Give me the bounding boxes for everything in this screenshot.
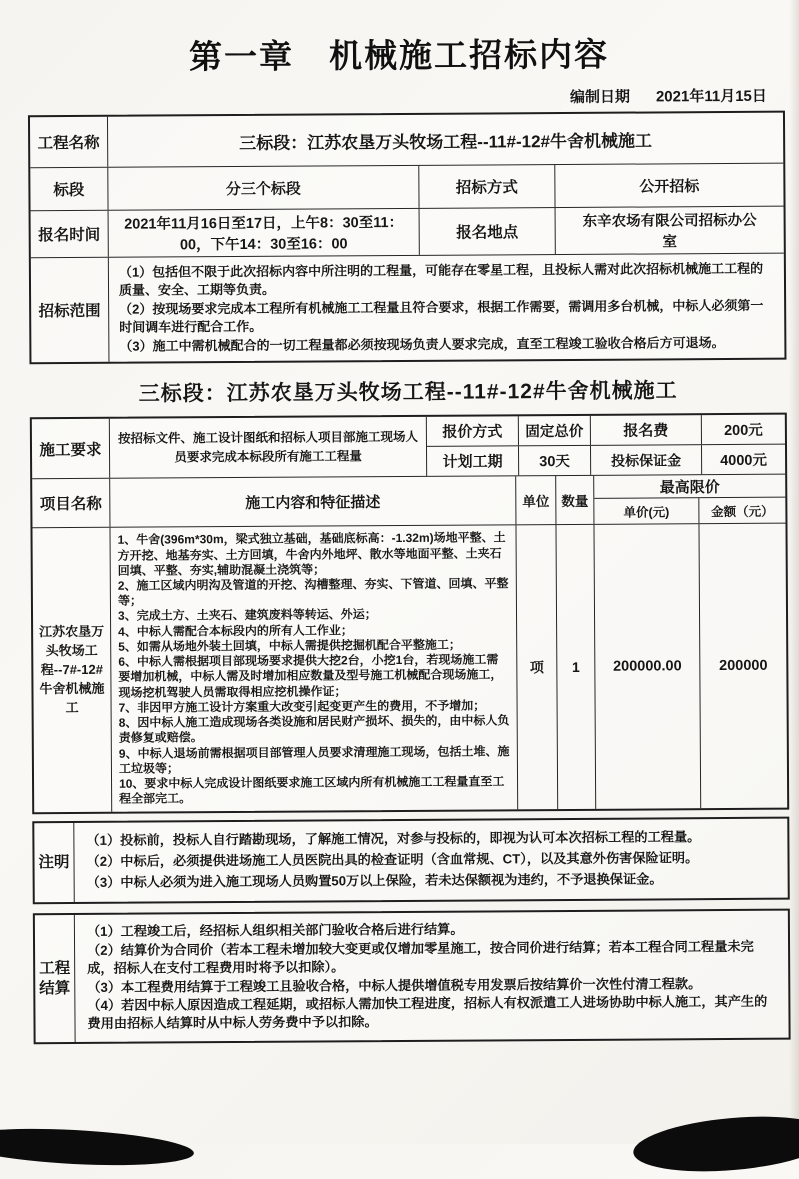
compile-date-label: 编制日期 xyxy=(569,88,630,106)
list-line: 3、完成土方、土夹石、建筑废料等转运、外运； xyxy=(117,607,377,624)
price-method-value: 固定总价 xyxy=(519,416,591,445)
item-row xyxy=(32,524,787,813)
notes-label: 注明 xyxy=(34,823,74,902)
table-row xyxy=(594,498,785,524)
signup-fee-value: 200元 xyxy=(723,423,763,440)
list-line: 7、非因甲方施工设计方案重大改变引起变更产生的费用，不予增加； xyxy=(118,698,486,715)
requirement-value: 按招标文件、施工设计图纸和招标人项目部施工现场人员要求完成本标段所有施工工程量 xyxy=(110,417,427,478)
list-line: 8、因中标人施工造成现场各类设施和居民财产损坏、损失的，由中标人负责修复或赔偿。 xyxy=(118,713,510,746)
col-content: 施工内容和特征描述 xyxy=(110,477,516,527)
signup-place-label: 报名地点 xyxy=(420,208,556,255)
list-line: （1）包括但不限于此次招标内容中所注明的工程量，可能存在零星工程，且投标人需对此次招标机械施工工程的质量、安全、工期等负责。 xyxy=(118,260,764,299)
list-line: 4、中标人需配合本标段内的所有人工作业； xyxy=(118,622,353,639)
list-line: 1、牛舍(396m*30m，梁式独立基础，基础底标高：-1.32m)场地平整、土方开挖、地基夯实、土方回填，牛舍内外地坪、散水等地面平整、土夹石回填、平整、夯实,辅助混凝土浇筑等； xyxy=(117,530,506,578)
list-line: （2）中标后，必须提供进场施工人员医院出具的检查证明（含血常规、CT），以及其意外伤害保险证明。 xyxy=(86,850,699,870)
page-title: 第一章 机械施工招标内容 xyxy=(188,35,610,76)
bid-method-label: 招标方式 xyxy=(419,165,555,208)
list-line: （3）中标人必须为进入施工现场人员购置50万以上保险，若未达保额视为违约，不予退换保证金。 xyxy=(86,871,663,891)
notes-block xyxy=(32,817,789,904)
settlement-body xyxy=(75,911,789,1042)
project-name-label: 工程名称 xyxy=(30,117,108,167)
quote-stack xyxy=(427,415,785,476)
item-unit-price: 200000.00 xyxy=(594,524,701,809)
item-name: 江苏农垦万头牧场工程--7#-12#牛舍机械施工 xyxy=(32,528,112,813)
table-row xyxy=(34,819,787,902)
scan-corner-bottom-right xyxy=(631,1109,799,1178)
requirement-label: 施工要求 xyxy=(32,419,110,478)
list-line: （2）结算价为合同价（若本工程未增加较大变更或仅增加零星施工，按合同价进行结算；若本工程合同工程量未完成，招标人在支付工程费用时将予以扣除）。 xyxy=(87,938,754,976)
plan-period-value: 30天 xyxy=(519,446,591,475)
settlement-label: 工程结算 xyxy=(35,915,76,1042)
item-unit: 项 xyxy=(516,525,558,809)
table-row xyxy=(30,113,783,169)
signup-fee-label: 报名费 xyxy=(591,415,702,445)
list-line: （1）投标前，投标人自行踏勘现场，了解施工情况，对参与投标的，即视为认可本次招标工程的工程量。 xyxy=(86,829,701,849)
list-line: 5、如需从场地外装土回填，中标人需提供挖掘机配合平整施工； xyxy=(118,637,461,654)
item-amount: 200000 xyxy=(719,658,768,675)
scope-label: 招标范围 xyxy=(31,258,110,363)
list-line: 6、中标人需根据项目部现场要求提供大挖2台，小挖1台，若现场施工需要增加机械，中标人需及时增加相应数量及型号施工机械配合现场施工，现场挖机驾驶人员需取得相应挖机操作证； xyxy=(118,652,503,700)
scope-value xyxy=(109,254,785,362)
compile-date-row xyxy=(28,85,785,111)
scan-corner-bottom-left xyxy=(0,1124,195,1171)
project-name-value: 三标段：江苏农垦万头牧场工程--11#-12#牛舍机械施工 xyxy=(239,130,653,153)
col-unit-price: 单价(元) xyxy=(594,498,699,524)
signup-time-value: 2021年11月16日至17日，上午8：30至11：00，下午14：30至16：00 xyxy=(109,209,420,257)
section-label: 标段 xyxy=(30,168,108,210)
col-unit: 单位 xyxy=(516,476,556,524)
list-line: 10、要求中标人完成设计图纸要求施工区域内所有机械施工工程量直至工程全部完工。 xyxy=(119,774,505,806)
plan-period-label: 计划工期 xyxy=(427,447,519,477)
table-header-row xyxy=(32,475,785,529)
bid-bond-value: 4000元 xyxy=(720,453,768,470)
list-line: 2、施工区域内明沟及管道的开挖、沟槽整理、夯实、下管道、回填、平整等； xyxy=(117,576,509,608)
project-info-table xyxy=(28,111,787,365)
list-line: （3）本工程费用结算于工程竣工且验收合格，中标人提供增值税专用发票后按结算价一次性付清工程款。 xyxy=(87,975,702,995)
bid-method-value: 公开招标 xyxy=(639,177,700,196)
scan-edge-shade xyxy=(789,0,799,1144)
bid-details-table xyxy=(30,413,789,815)
list-line: （2）按现场要求完成本工程所有机械施工工程量且符合要求，根据工作需要，需调用多台机械，中标人必须第一时间调车进行配合工作。 xyxy=(119,297,764,336)
table-row xyxy=(30,164,783,212)
signup-time-label: 报名时间 xyxy=(31,211,109,257)
list-line: （1）工程竣工后，经招标人组织相关部门验收合格后进行结算。 xyxy=(86,921,464,939)
table-row xyxy=(427,415,785,447)
col-project-name: 项目名称 xyxy=(32,479,110,527)
table-row xyxy=(31,254,785,363)
bid-bond-label: 投标保证金 xyxy=(591,445,702,475)
section-value: 分三个标段 xyxy=(108,166,419,210)
col-amount: 金额（元） xyxy=(711,504,774,519)
section-heading: 三标段：江苏农垦万头牧场工程--11#-12#牛舍机械施工 xyxy=(138,379,678,406)
table-row xyxy=(31,207,784,259)
settlement-block xyxy=(33,909,791,1045)
table-row xyxy=(427,445,785,476)
item-content xyxy=(110,526,518,813)
notes-body xyxy=(74,819,787,902)
col-maxprice: 最高限价 xyxy=(594,475,785,499)
col-qty: 数量 xyxy=(556,476,594,524)
table-row xyxy=(35,911,789,1043)
list-line: （3）施工中需机械配合的一切工程量都必须按现场负责人要求完成，直至工程竣工验收合格后方可退场。 xyxy=(119,334,725,354)
item-qty: 1 xyxy=(556,525,596,809)
signup-place-value: 东辛农场有限公司招标办公室 xyxy=(582,212,757,251)
list-line: 9、中标人退场前需根据项目部管理人员要求清理施工现场，包括土堆、施工垃圾等； xyxy=(118,743,510,776)
compile-date-value: 2021年11月15日 xyxy=(655,87,767,106)
table-row xyxy=(32,415,785,480)
list-line: （4）若因中标人原因造成工程延期，或招标人需加快工程进度，招标人有权派遣工人进场协助中标人施工，其产生的费用由招标人结算时从中标人劳务费中予以扣除。 xyxy=(87,993,768,1032)
price-method-label: 报价方式 xyxy=(427,417,519,447)
col-maxprice-group xyxy=(594,475,785,524)
